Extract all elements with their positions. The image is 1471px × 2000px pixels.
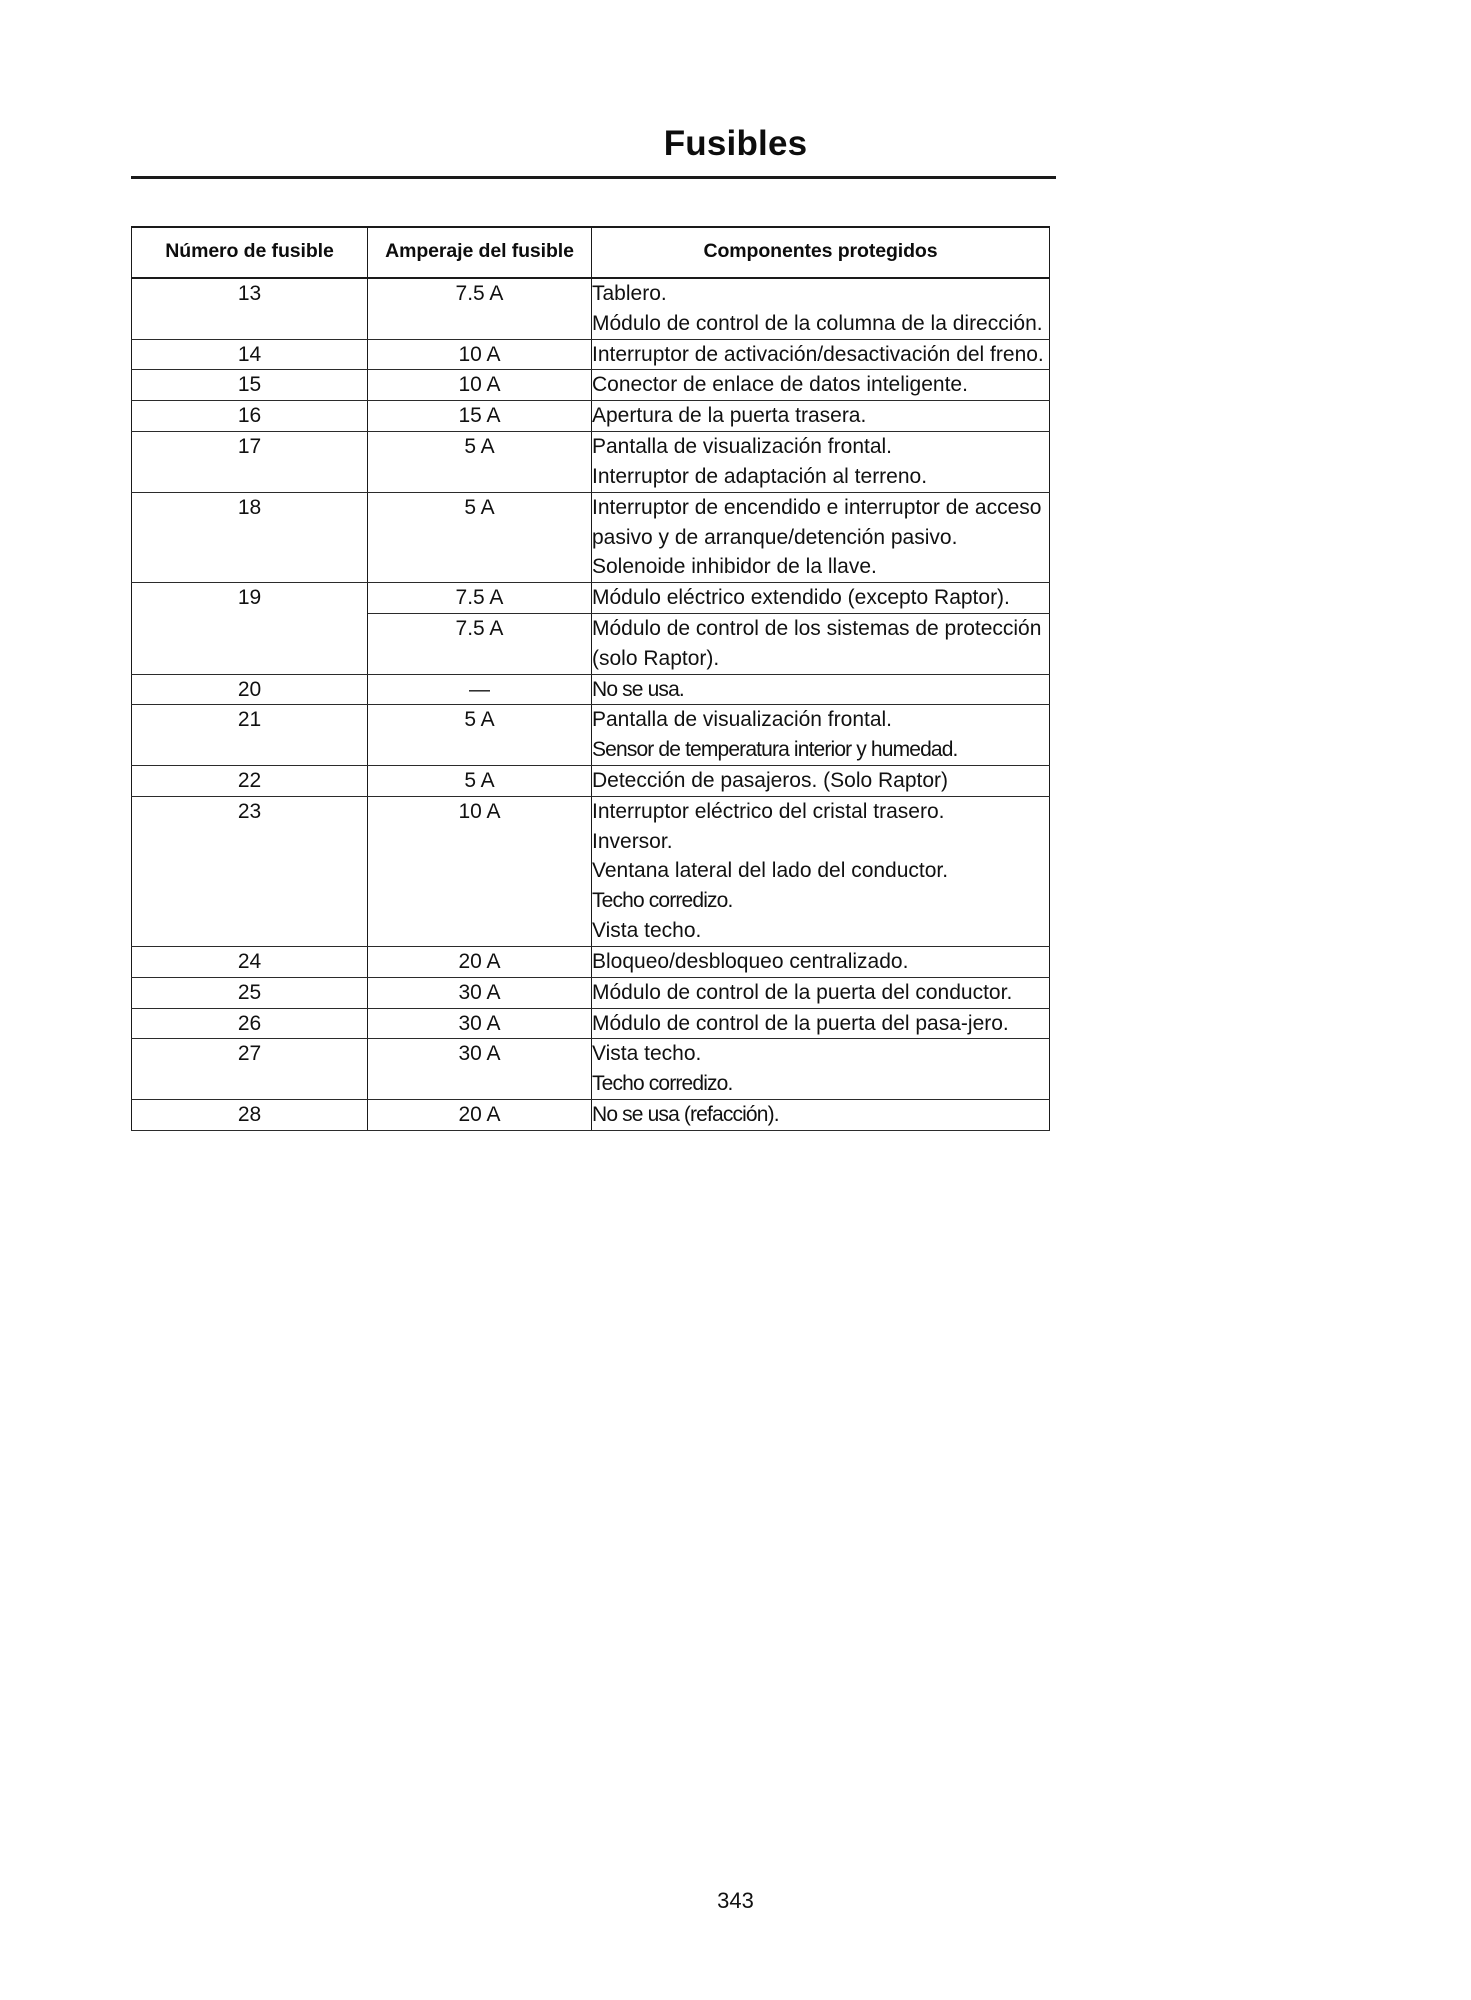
cell-protected-components — [592, 613, 1050, 674]
cell-fuse-amperage: 30 A — [368, 1039, 592, 1100]
cell-protected-components — [592, 1039, 1050, 1100]
title-divider — [131, 176, 1056, 179]
component-line: Módulo de control de la puerta del conductor. — [592, 980, 1013, 1004]
cell-fuse-amperage: 10 A — [368, 339, 592, 370]
table-row — [132, 766, 1050, 797]
table-row — [132, 370, 1050, 401]
component-line: Módulo de control de la columna de la dirección. — [592, 311, 1043, 335]
cell-fuse-amperage: 7.5 A — [368, 583, 592, 614]
fuse-table — [131, 226, 1050, 1131]
cell-protected-components — [592, 766, 1050, 797]
cell-fuse-number: 16 — [132, 401, 368, 432]
component-line: Módulo de control de los sistemas de protección (solo Raptor). — [592, 616, 1042, 670]
cell-fuse-amperage: 5 A — [368, 432, 592, 493]
cell-protected-components — [592, 583, 1050, 614]
component-line: No se usa. — [592, 677, 684, 701]
cell-fuse-number: 22 — [132, 766, 368, 797]
cell-fuse-number: 19 — [132, 583, 368, 674]
table-row — [132, 583, 1050, 614]
table-row — [132, 977, 1050, 1008]
component-line: Interruptor de encendido e interruptor de acceso pasivo y de arranque/detención pasivo. — [592, 495, 1042, 549]
component-line: Techo corredizo. — [592, 889, 733, 913]
column-header-fuse-amperage: Amperaje del fusible — [368, 227, 592, 278]
cell-fuse-number: 17 — [132, 432, 368, 493]
cell-protected-components — [592, 492, 1050, 582]
component-line: Detección de pasajeros. (Solo Raptor) — [592, 769, 949, 792]
cell-fuse-number: 15 — [132, 370, 368, 401]
component-line: Solenoide inhibidor de la llave. — [592, 555, 877, 579]
component-line: Inversor. — [592, 829, 673, 853]
cell-protected-components — [592, 278, 1050, 339]
table-body — [132, 278, 1050, 1130]
table-header-row — [132, 227, 1050, 278]
cell-protected-components — [592, 674, 1050, 705]
component-line: No se usa (refacción). — [592, 1102, 779, 1126]
cell-fuse-number: 14 — [132, 339, 368, 370]
component-line: Módulo de control de la puerta del pasa-jero. — [592, 1011, 1009, 1035]
cell-fuse-amperage: 30 A — [368, 977, 592, 1008]
component-line: Tablero. — [592, 282, 667, 305]
table-row — [132, 946, 1050, 977]
table-row — [132, 1099, 1050, 1130]
cell-protected-components — [592, 1008, 1050, 1039]
component-line: Bloqueo/desbloqueo centralizado. — [592, 949, 909, 973]
component-line: Vista techo. — [592, 1042, 702, 1066]
component-line: Ventana lateral del lado del conductor. — [592, 859, 949, 883]
table-row — [132, 492, 1050, 582]
cell-protected-components — [592, 432, 1050, 493]
component-line: Pantalla de visualización frontal. — [592, 708, 893, 732]
component-line: Interruptor de adaptación al terreno. — [592, 464, 928, 488]
page-title: Fusibles — [663, 124, 808, 163]
component-line: Vista techo. — [592, 919, 702, 943]
cell-fuse-number: 23 — [132, 796, 368, 946]
component-line: Apertura de la puerta trasera. — [592, 404, 867, 428]
cell-fuse-number: 28 — [132, 1099, 368, 1130]
cell-fuse-number: 24 — [132, 946, 368, 977]
component-line: Interruptor eléctrico del cristal trasero. — [592, 799, 945, 823]
table-row — [132, 705, 1050, 766]
cell-protected-components — [592, 796, 1050, 946]
cell-fuse-amperage: 7.5 A — [368, 278, 592, 339]
cell-protected-components — [592, 977, 1050, 1008]
cell-protected-components — [592, 370, 1050, 401]
cell-fuse-number: 13 — [132, 278, 368, 339]
table-row — [132, 796, 1050, 946]
column-header-protected-components: Componentes protegidos — [592, 227, 1050, 278]
component-line: Techo corredizo. — [592, 1072, 733, 1096]
page-number: 343 — [717, 1888, 754, 1913]
cell-protected-components — [592, 946, 1050, 977]
component-line: Interruptor de activación/desactivación del freno. — [592, 342, 1044, 366]
cell-fuse-amperage: 7.5 A — [368, 613, 592, 674]
fuse-table-container — [131, 226, 1049, 1131]
cell-protected-components — [592, 705, 1050, 766]
table-header — [132, 227, 1050, 278]
table-row — [132, 339, 1050, 370]
cell-fuse-number: 27 — [132, 1039, 368, 1100]
cell-protected-components — [592, 339, 1050, 370]
table-row — [132, 401, 1050, 432]
column-header-fuse-number: Número de fusible — [132, 227, 368, 278]
cell-fuse-number: 25 — [132, 977, 368, 1008]
table-row — [132, 1039, 1050, 1100]
cell-fuse-amperage: 10 A — [368, 796, 592, 946]
cell-fuse-number: 18 — [132, 492, 368, 582]
component-line: Pantalla de visualización frontal. — [592, 435, 893, 459]
cell-fuse-amperage: 30 A — [368, 1008, 592, 1039]
cell-fuse-amperage: — — [368, 674, 592, 705]
cell-fuse-amperage: 5 A — [368, 492, 592, 582]
table-row — [132, 432, 1050, 493]
cell-protected-components — [592, 1099, 1050, 1130]
cell-fuse-number: 20 — [132, 674, 368, 705]
component-line: Conector de enlace de datos inteligente. — [592, 373, 968, 397]
component-line: Sensor de temperatura interior y humedad. — [592, 738, 958, 762]
cell-protected-components — [592, 401, 1050, 432]
table-row — [132, 278, 1050, 339]
cell-fuse-amperage: 5 A — [368, 705, 592, 766]
cell-fuse-amperage: 20 A — [368, 1099, 592, 1130]
cell-fuse-number: 26 — [132, 1008, 368, 1039]
cell-fuse-amperage: 20 A — [368, 946, 592, 977]
table-row — [132, 674, 1050, 705]
cell-fuse-amperage: 10 A — [368, 370, 592, 401]
table-row — [132, 1008, 1050, 1039]
component-line: Módulo eléctrico extendido (excepto Raptor). — [592, 586, 1010, 610]
cell-fuse-number: 21 — [132, 705, 368, 766]
cell-fuse-amperage: 5 A — [368, 766, 592, 797]
cell-fuse-amperage: 15 A — [368, 401, 592, 432]
